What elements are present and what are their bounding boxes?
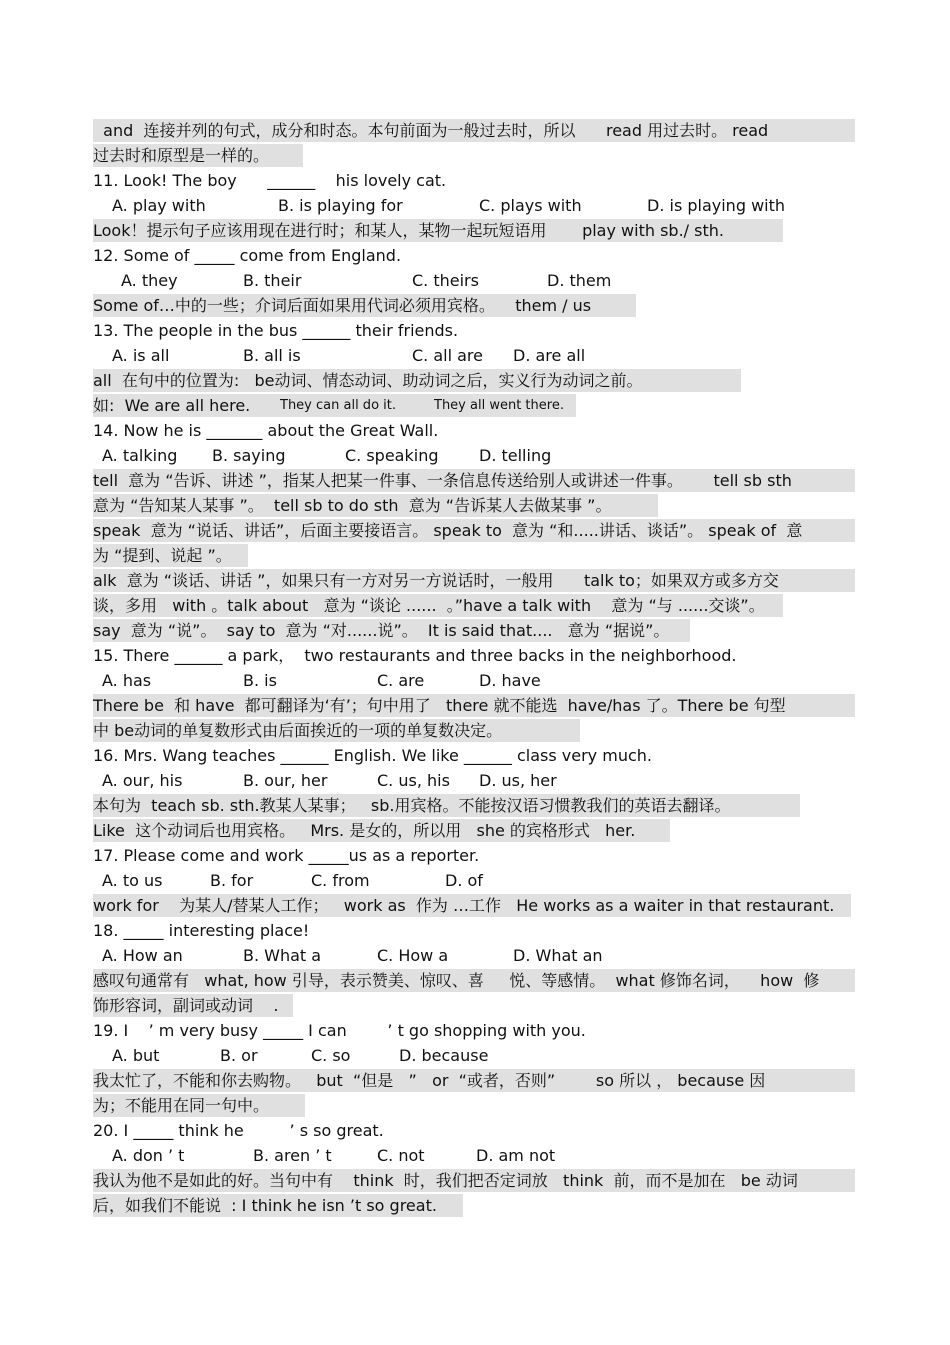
- note-line: 过去时和原型是一样的。: [93, 144, 303, 167]
- options-17: [93, 869, 793, 892]
- options-15: [93, 669, 793, 692]
- option-b: B. all is: [243, 346, 301, 365]
- option-d: D. am not: [476, 1146, 556, 1165]
- options-19: [93, 1044, 793, 1067]
- option-d: D. have: [479, 671, 541, 690]
- option-c: C. are: [377, 671, 425, 690]
- options-20: [93, 1144, 793, 1167]
- note-line: all 在句中的位置为: be动词、情态动词、助动词之后，实义行为动词之前。: [93, 369, 741, 392]
- options-14: [93, 444, 793, 467]
- note-line: 饰形容词，副词或动词 .: [93, 994, 293, 1017]
- option-d: D. us, her: [479, 771, 557, 790]
- question-11: 11. Look! The boy ______ his lovely cat.: [93, 171, 447, 190]
- note-line: 意为 “告知某人某事 ”。 tell sb to do sth 意为 “告诉某人去做某事 ”。: [93, 494, 658, 517]
- option-a: A. don ’ t: [112, 1146, 185, 1165]
- note-line: say 意为 “说”。 say to 意为 “对......说”。 It is said that.... 意为 “据说”。: [93, 619, 690, 642]
- note-line: Look！提示句子应该用现在进行时；和某人，某物一起玩短语用 play with sb./ sth.: [93, 219, 783, 242]
- option-c: C. plays with: [479, 196, 582, 215]
- note-line: and 连接并列的句式，成分和时态。本句前面为一般过去时，所以 read 用过去时。 read: [93, 119, 855, 142]
- option-a: A. has: [102, 671, 152, 690]
- option-c: C. from: [311, 871, 370, 890]
- option-b: B. for: [210, 871, 254, 890]
- note-line: 谈，多用 with 。talk about 意为 “谈论 ...... 。”have a talk with 意为 “与 ......交谈”。: [93, 594, 783, 617]
- option-b: B. is: [243, 671, 277, 690]
- option-d: D. them: [547, 271, 612, 290]
- option-c: C. us, his: [377, 771, 450, 790]
- note-line: Some of…中的一些；介词后面如果用代词必须用宾格。 them / us: [93, 294, 636, 317]
- question-14: 14. Now he is _______ about the Great Wall.: [93, 421, 439, 440]
- options-13: [93, 344, 793, 367]
- option-d: D. of: [445, 871, 483, 890]
- option-d: D. What an: [513, 946, 603, 965]
- question-19: 19. I ’ m very busy _____ I can ’ t go shopping with you.: [93, 1021, 586, 1040]
- option-a: A. is all: [112, 346, 170, 365]
- option-c: C. all are: [412, 346, 483, 365]
- option-a: A. our, his: [102, 771, 183, 790]
- note-line: 为 “提到、说起 ”。: [93, 544, 248, 567]
- option-c: C. so: [311, 1046, 351, 1065]
- option-a: A. talking: [102, 446, 178, 465]
- option-d: D. are all: [513, 346, 586, 365]
- note-line: work for 为某人/替某人工作； work as 作为 …工作 He works as a waiter in that restaurant.: [93, 894, 851, 917]
- note-line: 我太忙了，不能和你去购物。 but “但是 ” or “或者，否则” so 所以 ， because 因: [93, 1069, 855, 1092]
- options-16: [93, 769, 793, 792]
- note-line: [93, 394, 576, 417]
- example-1: 如: We are all here.: [93, 396, 251, 415]
- option-a: A. to us: [102, 871, 163, 890]
- note-line: 为；不能用在同一句中。: [93, 1094, 305, 1117]
- option-d: D. telling: [479, 446, 552, 465]
- option-b: B. our, her: [243, 771, 328, 790]
- option-b: B. or: [220, 1046, 258, 1065]
- question-13: 13. The people in the bus ______ their friends.: [93, 321, 459, 340]
- note-line: 我认为他不是如此的好。当句中有 think 时，我们把否定词放 think 前，而不是加在 be 动词: [93, 1169, 855, 1192]
- option-d: D. because: [399, 1046, 489, 1065]
- option-c: C. How a: [377, 946, 449, 965]
- note-line: There be 和 have 都可翻译为‘有’；句中用了 there 就不能选 have/has 了。There be 句型: [93, 694, 855, 717]
- option-d: D. is playing with: [647, 196, 786, 215]
- question-15: 15. There ______ a park， two restaurants and three backs in the neighborhood.: [93, 646, 737, 665]
- option-b: B. aren ’ t: [253, 1146, 332, 1165]
- option-b: B. saying: [212, 446, 286, 465]
- options-11: [93, 194, 793, 217]
- option-b: B. their: [243, 271, 302, 290]
- option-a: A. play with: [112, 196, 206, 215]
- note-line: Like 这个动词后也用宾格。 Mrs. 是女的，所以用 she 的宾格形式 her.: [93, 819, 670, 842]
- note-line: 中 be动词的单复数形式由后面挨近的一项的单复数决定。: [93, 719, 580, 742]
- option-a: A. they: [121, 271, 178, 290]
- question-18: 18. _____ interesting place!: [93, 921, 310, 940]
- options-18: [93, 944, 793, 967]
- option-a: A. but: [112, 1046, 160, 1065]
- option-c: C. not: [377, 1146, 425, 1165]
- note-line: speak 意为 “说话、讲话”，后面主要接语言。 speak to 意为 “和.....讲话、谈话”。 speak of 意: [93, 519, 855, 542]
- note-line: alk 意为 “谈话、讲话 ”，如果只有一方对另一方说话时，一般用 talk to；如果双方或多方交: [93, 569, 855, 592]
- note-line: 后，如我们不能说 : I think he isn ’t so great.: [93, 1194, 463, 1217]
- example-3: They all went there.: [434, 398, 564, 413]
- option-b: B. What a: [243, 946, 322, 965]
- question-17: 17. Please come and work _____us as a reporter.: [93, 846, 480, 865]
- note-line: 感叹句通常有 what, how 引导，表示赞美、惊叹、喜 悦、等感情。 what 修饰名词， how 修: [93, 969, 855, 992]
- option-b: B. is playing for: [278, 196, 403, 215]
- option-a: A. How an: [102, 946, 183, 965]
- example-2: They can all do it.: [280, 398, 396, 413]
- option-c: C. theirs: [412, 271, 479, 290]
- note-line: 本句为 teach sb. sth.教某人某事； sb.用宾格。不能按汉语习惯教我们的英语去翻译。: [93, 794, 800, 817]
- question-12: 12. Some of _____ come from England.: [93, 246, 402, 265]
- question-20: 20. I _____ think he ’ s so great.: [93, 1121, 384, 1140]
- option-c: C. speaking: [345, 446, 439, 465]
- note-line: tell 意为 “告诉、讲述 ”，指某人把某一件事、一条信息传送给别人或讲述一件事。 tell sb sth: [93, 469, 855, 492]
- options-12: [93, 269, 793, 292]
- question-16: 16. Mrs. Wang teaches ______ English. We like ______ class very much.: [93, 746, 652, 765]
